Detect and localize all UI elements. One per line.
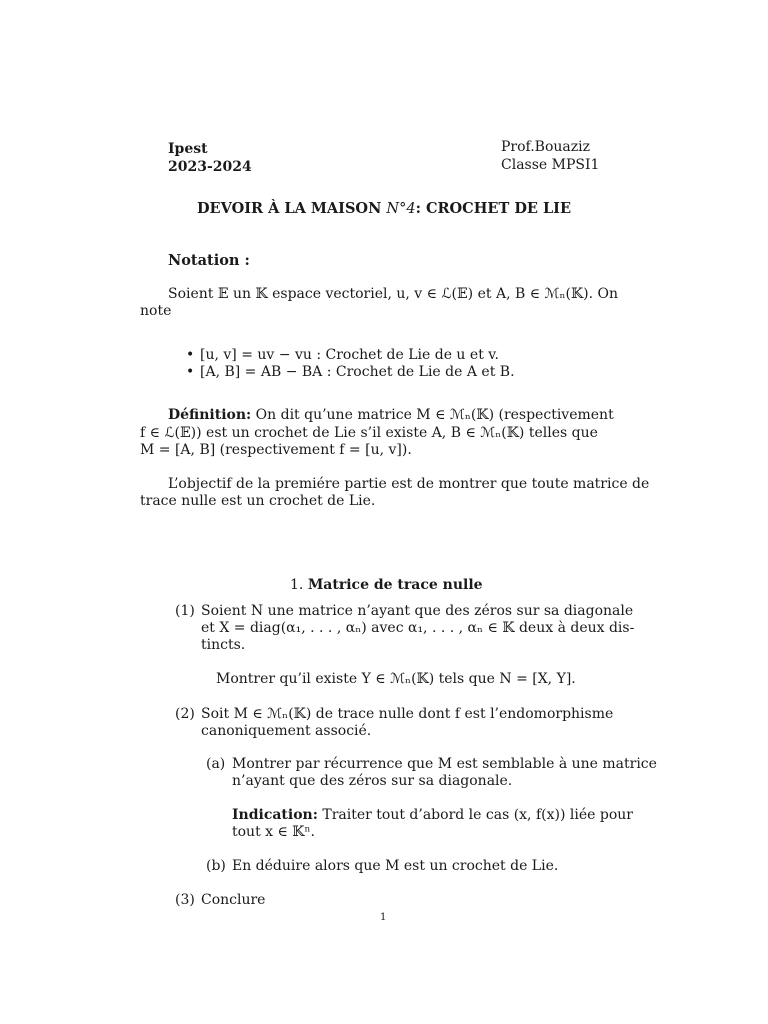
- objective-line-1: L’objectif de la premiére partie est de montrer que toute matrice de: [168, 476, 650, 492]
- objective-line-2: trace nulle est un crochet de Lie.: [140, 493, 376, 509]
- notation-heading: Notation :: [168, 252, 250, 269]
- section-title: Matrice de trace nulle: [307, 577, 483, 593]
- question-2b-label: (b): [206, 858, 226, 874]
- question-2-label: (2): [175, 706, 195, 722]
- hint-text-1: Traiter tout d’abord le cas (x, f(x)) liée pour: [322, 807, 633, 823]
- notation-bullet-1: [186, 347, 499, 363]
- definition-label: Définition:: [168, 407, 252, 423]
- title-number: N°4: [386, 201, 416, 217]
- question-1-task: Montrer qu’il existe Y ∈ ℳₙ(𝕂) tels que N = [X, Y].: [216, 671, 576, 687]
- header-right: [501, 139, 599, 174]
- question-2a-label: (a): [206, 756, 226, 772]
- document-title: [140, 200, 628, 217]
- school-year: 2023-2024: [168, 158, 252, 175]
- definition-line-2: f ∈ ℒ(𝔼)) est un crochet de Lie s’il existe A, B ∈ ℳₙ(𝕂) telles que: [140, 425, 598, 441]
- school-name: Ipest: [168, 141, 208, 157]
- title-main: DEVOIR À LA MAISON: [196, 200, 382, 217]
- page-number: 1: [380, 912, 387, 923]
- title-suffix: : CROCHET DE LIE: [415, 200, 572, 217]
- bullet-text: [u, v] = uv − vu : Crochet de Lie de u et v.: [200, 347, 499, 363]
- bullet-icon: •: [186, 364, 195, 380]
- section-1-heading: [290, 577, 483, 593]
- definition-text-1: On dit qu’une matrice M ∈ ℳₙ(𝕂) (respectivement: [255, 407, 614, 423]
- question-3-label: (3): [175, 892, 195, 908]
- notation-bullet-2: [186, 364, 515, 380]
- section-number: 1.: [290, 577, 304, 593]
- header-left: [168, 141, 252, 176]
- question-2-line-2: canoniquement associé.: [201, 723, 372, 739]
- definition-line-3: M = [A, B] (respectivement f = [u, v]).: [140, 442, 412, 458]
- question-2-line-1: Soit M ∈ ℳₙ(𝕂) de trace nulle dont f est l’endomorphisme: [201, 706, 614, 722]
- definition-line-1: [168, 407, 614, 425]
- question-2a-line-1: Montrer par récurrence que M est semblable à une matrice: [232, 756, 657, 772]
- question-1-label: (1): [175, 603, 195, 619]
- bullet-text: [A, B] = AB − BA : Crochet de Lie de A et B.: [200, 364, 515, 380]
- question-1-line-3: tincts.: [201, 637, 246, 653]
- question-3-line-1: Conclure: [201, 892, 266, 908]
- question-1-line-2: et X = diag(α₁, . . . , αₙ) avec α₁, . . . , αₙ ∈ 𝕂 deux à deux dis-: [201, 620, 635, 636]
- question-2a-line-2: n’ayant que des zéros sur sa diagonale.: [232, 773, 513, 789]
- hint-line-1: [232, 807, 633, 823]
- class-name: Classe MPSI1: [501, 156, 600, 173]
- notation-line-1: Soient 𝔼 un 𝕂 espace vectoriel, u, v ∈ ℒ(𝔼) et A, B ∈ ℳₙ(𝕂). On: [168, 286, 619, 302]
- notation-line-2: note: [140, 303, 172, 319]
- bullet-icon: •: [186, 347, 195, 363]
- teacher-name: Prof.Bouaziz: [501, 139, 590, 155]
- question-1-line-1: Soient N une matrice n’ayant que des zéros sur sa diagonale: [201, 603, 634, 619]
- hint-line-2: tout x ∈ 𝕂ⁿ.: [232, 824, 315, 840]
- question-2b-line-1: En déduire alors que M est un crochet de Lie.: [232, 858, 559, 874]
- hint-label: Indication:: [232, 807, 318, 823]
